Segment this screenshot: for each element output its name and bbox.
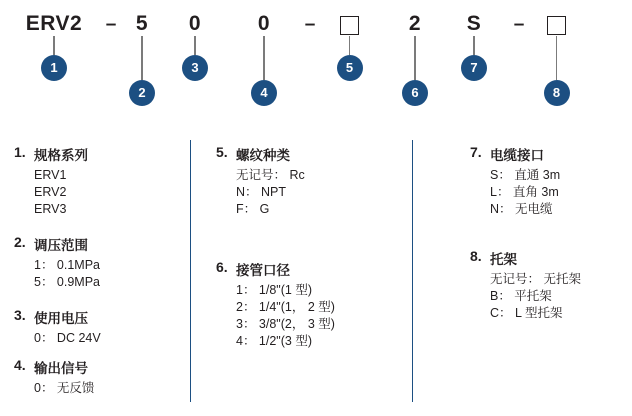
legend-entry-title: 托架 [490,252,517,267]
legend-option-line: 无记号： Rc [236,168,305,182]
legend-option-line: 1： 1/8"(1 型) [236,283,312,297]
legend-entry-number: 8. [470,248,482,264]
code-token-blank [340,16,359,35]
legend-entry-5 [216,144,305,218]
callout-bubble-8: 8 [544,80,570,106]
legend-option-line: ERV3 [34,202,67,216]
legend-entry-number: 2. [14,234,26,250]
legend-option-line: 0： 无反馈 [34,381,95,395]
legend-entry-number: 5. [216,144,228,160]
legend-entry-3 [14,307,101,347]
leader-line [53,36,55,55]
legend-option-line: ERV1 [34,168,67,182]
leader-line [349,36,351,55]
legend-entry-number: 7. [470,144,482,160]
legend-option-line: B： 平托架 [490,289,552,303]
legend-entry-title: 调压范围 [34,238,88,253]
legend-entry-title: 电缆接口 [490,148,544,163]
callout-bubble-4: 4 [251,80,277,106]
legend-entry-7 [470,144,560,218]
legend-entry-number: 6. [216,259,228,275]
legend-entry-number: 3. [14,307,26,323]
legend-column-2 [216,130,406,416]
code-token: ERV2 [25,12,83,35]
legend-entry-8 [470,248,581,322]
code-separator-dash: – [513,14,525,35]
column-divider [190,140,191,402]
leader-line [473,36,475,55]
leader-line [414,36,416,80]
legend-entry-number: 1. [14,144,26,160]
legend-option-line: 0： DC 24V [34,331,101,345]
code-token: 0 [257,12,271,35]
code-token: 0 [188,12,202,35]
legend-option-line: 3： 3/8"(2， 3 型) [236,317,335,331]
legend-option-line: N： NPT [236,185,287,199]
code-token: S [466,12,482,35]
legend-option-line: S： 直通 3m [490,168,561,182]
legend-option-line: ERV2 [34,185,67,199]
callout-bubble-6: 6 [402,80,428,106]
code-separator-dash: – [304,14,316,35]
legend-entry-title: 输出信号 [34,361,88,376]
leader-line [556,36,558,80]
code-separator-dash: – [105,14,117,35]
callout-bubble-2: 2 [129,80,155,106]
legend-option-line: C： L 型托架 [490,306,563,320]
legend-entry-title: 接管口径 [236,263,290,278]
legend-option-line: 1： 0.1MPa [34,258,101,272]
leader-line [263,36,265,80]
callout-bubble-1: 1 [41,55,67,81]
legend-column-1 [14,130,184,416]
legend-entry-number: 4. [14,357,26,373]
legend-option-line: N： 无电缆 [490,202,553,216]
legend-entry-title: 使用电压 [34,311,88,326]
legend-option-line: 2： 1/4"(1， 2 型) [236,300,335,314]
callout-bubble-7: 7 [461,55,487,81]
leader-line [141,36,143,80]
leader-line [194,36,196,55]
legend-option-line: 4： 1/2"(3 型) [236,334,312,348]
legend-option-line: 5： 0.9MPa [34,275,101,289]
legend-option-line: L： 直角 3m [490,185,559,199]
legend-column-3 [470,130,630,416]
legend-entry-title: 螺纹种类 [236,148,290,163]
code-token-blank [547,16,566,35]
legend-option-line: F： G [236,202,270,216]
legend-entry-2 [14,234,100,291]
column-divider [412,140,413,402]
legend-entry-1 [14,144,88,218]
code-token: 5 [135,12,149,35]
legend-entry-title: 规格系列 [34,148,88,163]
callout-bubble-5: 5 [337,55,363,81]
code-token: 2 [408,12,422,35]
legend-area [0,130,632,416]
legend-entry-6 [216,259,335,350]
callout-bubble-3: 3 [182,55,208,81]
product-code-row [0,0,632,120]
legend-option-line: 无记号： 无托架 [490,272,581,286]
legend-entry-4 [14,357,94,397]
